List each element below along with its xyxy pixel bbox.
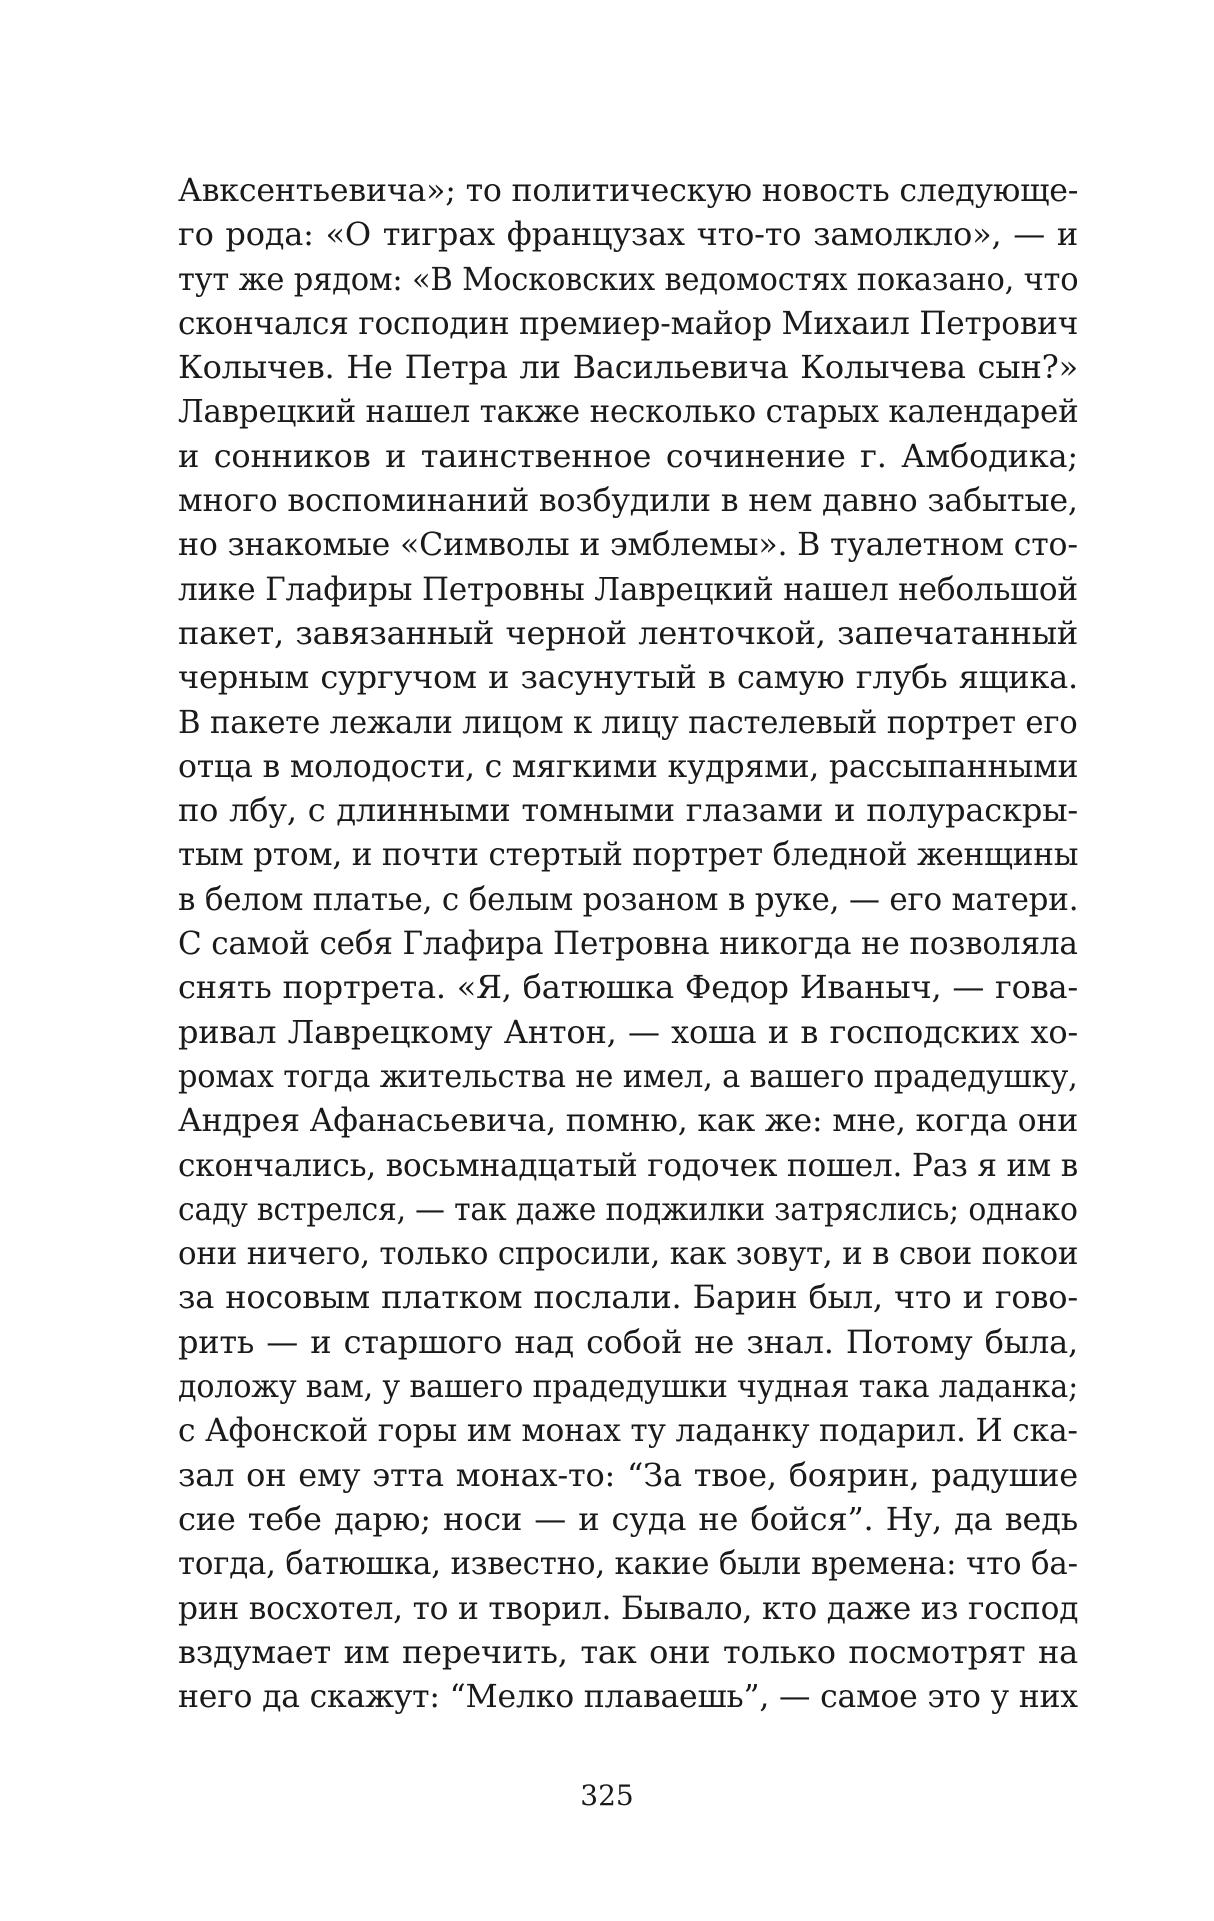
text-line: по лбу, с длинными томными глазами и полураскры- (178, 791, 1078, 830)
text-line: саду встрелся, — так даже поджилки затряслись; однако (178, 1189, 1078, 1228)
text-line: лике Глафиры Петровны Лаврецкий нашел небольшой (178, 569, 1078, 608)
text-line: тут же рядом: «В Московских ведомостях показано, что (178, 259, 1079, 298)
text-line: рить — и старшого над собой не знал. Потому была, (178, 1322, 1078, 1361)
text-line: в белом платье, с белым розаном в руке, — его матери. (178, 879, 1079, 918)
text-line: тым ртом, и почти стертый портрет бледной женщины (178, 835, 1079, 874)
text-line: Лаврецкий нашел также несколько старых календарей (178, 392, 1079, 431)
text-line: него да скажут: “Мелко плаваешь”, — самое это у них (178, 1677, 1078, 1716)
text-line: С самой себя Глафира Петровна никогда не позволяла (178, 924, 1078, 963)
text-line: зал он ему этта монах-то: “За твое, боярин, радушие (178, 1455, 1078, 1494)
text-line: снять портрета. «Я, батюшка Федор Иваныч, — гова- (178, 968, 1078, 1007)
text-line: пакет, завязанный черной ленточкой, запечатанный (178, 613, 1078, 652)
text-line: В пакете лежали лицом к лицу пастелевый портрет его (178, 702, 1078, 741)
text-line: Андрея Афанасьевича, помню, как же: мне, когда они (178, 1101, 1079, 1140)
text-line: ривал Лаврецкому Антон, — хоша и в господских хо- (178, 1012, 1078, 1051)
text-line: ромах тогда жительства не имел, а вашего прадедушку, (178, 1056, 1078, 1095)
text-line: тогда, батюшка, известно, какие были времена: что ба- (178, 1544, 1078, 1583)
text-line: и сонников и таинственное сочинение г. Амбодика; (178, 436, 1078, 475)
text-line: с Афонской горы им монах ту ладанку подарил. И ска- (178, 1411, 1078, 1450)
text-line: сие тебе дарю; носи — и суда не бойся”. Ну, да ведь (178, 1499, 1078, 1538)
text-line: за носовым платком послали. Барин был, что и гово- (178, 1278, 1078, 1317)
text-line: но знакомые «Символы и эмблемы». В туалетном сто- (178, 525, 1078, 564)
text-line: скончались, восьмнадцатый годочек пошел. Раз я им в (178, 1145, 1079, 1184)
body-text (178, 168, 1078, 1718)
text-line: доложу вам, у вашего прадедушки чудная така ладанка; (178, 1367, 1079, 1406)
text-line: много воспоминаний возбудили в нем давно забытые, (178, 481, 1078, 520)
text-line: го рода: «О тиграх французах что-то замолкло», — и (178, 215, 1078, 254)
text-line: рин восхотел, то и творил. Бывало, кто даже из господ (178, 1588, 1079, 1627)
text-line: они ничего, только спросили, как зовут, и в свои покои (178, 1234, 1079, 1273)
page-number: 325 (580, 1779, 634, 1812)
text-line: отца в молодости, с мягкими кудрями, рассыпанными (178, 746, 1079, 785)
text-line: Колычев. Не Петра ли Васильевича Колычева сын?» (178, 348, 1078, 387)
text-line: черным сургучом и засунутый в самую глубь ящика. (178, 658, 1078, 697)
text-line: Авксентьевича»; то политическую новость следующе- (178, 171, 1079, 209)
text-line: скончался господин премиер-майор Михаил Петрович (178, 303, 1079, 342)
text-line: вздумает им перечить, так они только посмотрят на (178, 1632, 1078, 1671)
